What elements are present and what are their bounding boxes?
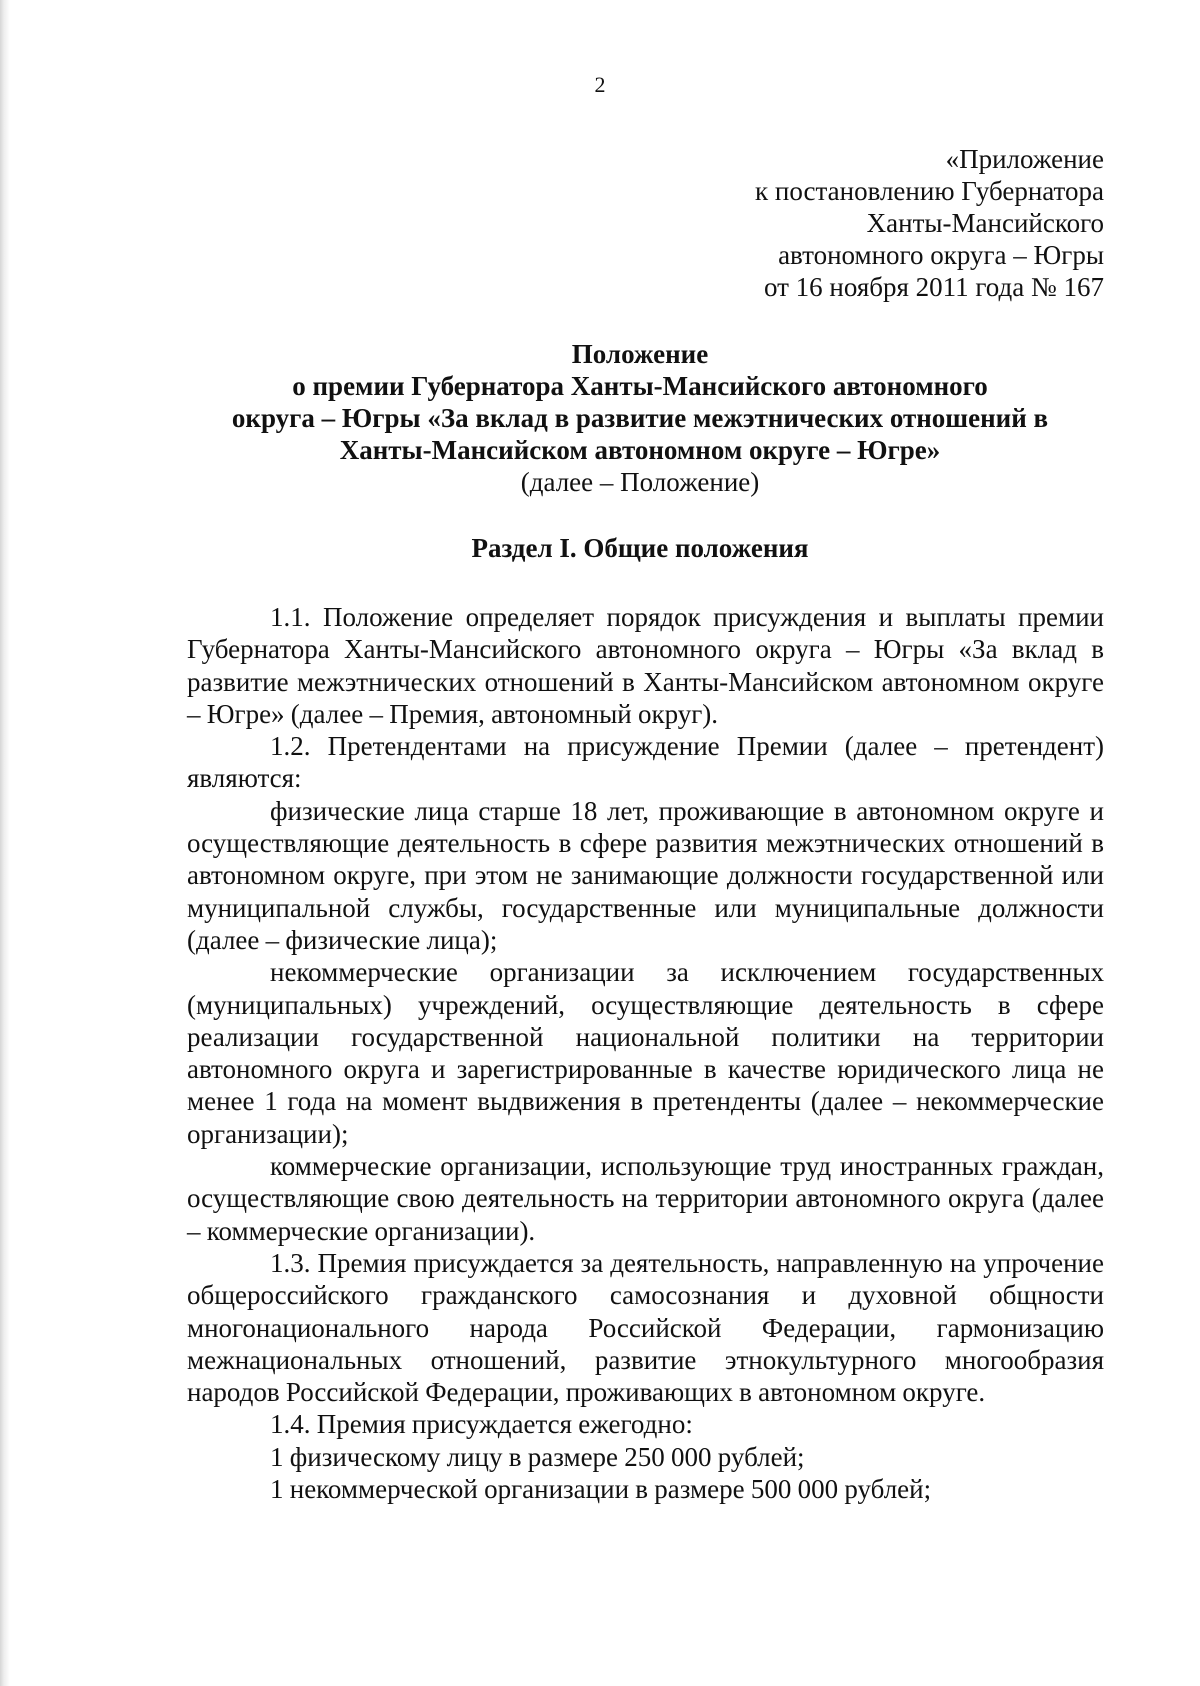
paragraph: некоммерческие организации за исключением государственных (муниципальных) учреждений, осуществляющие деятельность в сфере реализации государственной национальной политики на территории автономного округа и зарегистрированные в качестве юридического лица не менее 1 года на момент выдвижения в претенденты (далее – некоммерческие организации); xyxy=(187,957,1104,1149)
paragraph: коммерческие организации, использующие труд иностранных граждан, осуществляющие свою деятельность на территории автономного округа (далее – коммерческие организации). xyxy=(187,1151,1104,1246)
title-line: Ханты-Мансийском автономном округе – Югре» xyxy=(339,435,941,465)
appendix-line: от 16 ноября 2011 года № 167 xyxy=(763,272,1104,302)
document-title xyxy=(180,338,1100,498)
page-number: 2 xyxy=(594,72,606,97)
title-line: округа – Югры «За вклад в развитие межэтнических отношений в xyxy=(231,403,1049,433)
document-body xyxy=(187,601,1104,1505)
appendix-line: «Приложение xyxy=(945,144,1104,174)
appendix-line: к постановлению Губернатора xyxy=(755,176,1104,206)
appendix-header xyxy=(755,143,1104,303)
appendix-line: Ханты-Мансийского xyxy=(866,208,1104,238)
paragraph: физические лица старше 18 лет, проживающие в автономном округе и осуществляющие деятельность в сфере развития межэтнических отношений в автономном округе, при этом не занимающие должности государственной или муниципальной службы, государственные или муниципальные должности (далее – физические лица); xyxy=(187,795,1104,955)
paragraph: 1 некоммерческой организации в размере 500 000 рублей; xyxy=(270,1474,932,1505)
paragraph: 1.2. Претендентами на присуждение Премии (далее – претендент) являются: xyxy=(187,731,1104,794)
title-subline: (далее – Положение) xyxy=(520,467,760,497)
paragraph: 1.4. Премия присуждается ежегодно: xyxy=(270,1409,693,1440)
title-line: о премии Губернатора Ханты-Мансийского автономного xyxy=(292,371,988,401)
paragraph: 1.1. Положение определяет порядок присуждения и выплаты премии Губернатора Ханты-Мансийского автономного округа – Югры «За вклад в развитие межэтнических отношений в Ханты-Мансийском автономном округе – Югре» (далее – Премия, автономный округ). xyxy=(187,602,1104,729)
appendix-line: автономного округа – Югры xyxy=(778,240,1104,270)
paragraph: 1.3. Премия присуждается за деятельность, направленную на упрочение общероссийского гражданского самосознания и духовной общности многонационального народа Российской Федерации, гармонизацию межнациональных отношений, развитие этнокультурного многообразия народов Российской Федерации, проживающих в автономном округе. xyxy=(187,1247,1104,1408)
section-title: Раздел I. Общие положения xyxy=(471,533,809,563)
title-line: Положение xyxy=(571,339,709,369)
paragraph: 1 физическому лицу в размере 250 000 рублей; xyxy=(270,1441,805,1472)
